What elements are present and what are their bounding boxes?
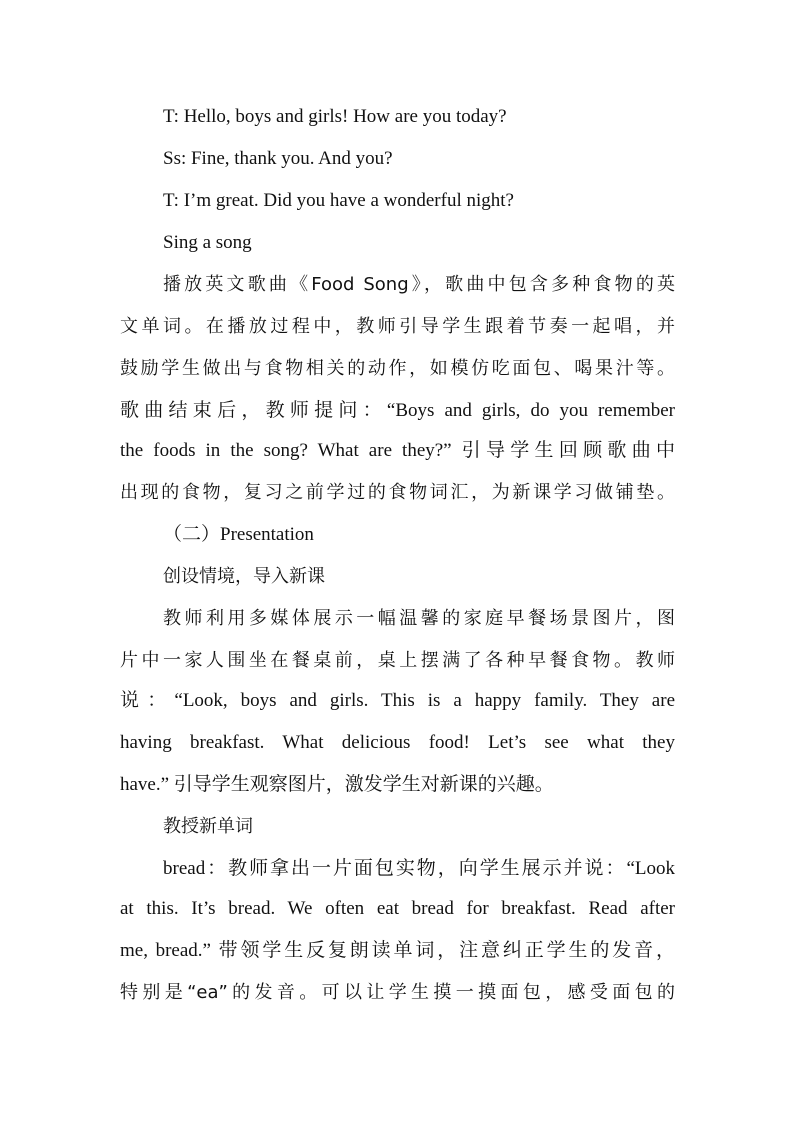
- paragraph-song-line-2: 文单词。在播放过程中，教师引导学生跟着节奏一起唱，并: [120, 316, 675, 337]
- paragraph-breakfast-line-2: 片中一家人围坐在餐桌前，桌上摆满了各种早餐食物。教师: [120, 650, 675, 671]
- paragraph-breakfast-line-4: having breakfast. What delicious food! Let’s see what they: [120, 732, 675, 753]
- paragraph-song-line-1: 播放英文歌曲《Food Song》，歌曲中包含多种食物的英: [163, 274, 675, 295]
- dialogue-line-teacher-question: T: I’m great. Did you have a wonderful night?: [163, 190, 514, 211]
- paragraph-bread-line-1: bread：教师拿出一片面包实物，向学生展示并说：“Look: [163, 858, 675, 879]
- section-heading-presentation: （二）Presentation: [163, 524, 314, 545]
- paragraph-breakfast-line-1: 教师利用多媒体展示一幅温馨的家庭早餐场景图片，图: [163, 608, 675, 629]
- paragraph-song-line-5: the foods in the song? What are they?” 引导学生回顾歌曲中: [120, 440, 675, 461]
- dialogue-line-teacher-greeting: T: Hello, boys and girls! How are you today?: [163, 106, 507, 127]
- paragraph-bread-line-3: me, bread.” 带领学生反复朗读单词，注意纠正学生的发音，: [120, 940, 675, 961]
- paragraph-breakfast-line-5: have.” 引导学生观察图片，激发学生对新课的兴趣。: [120, 774, 554, 795]
- paragraph-song-line-4: 歌曲结束后，教师提问：“Boys and girls, do you remember: [120, 400, 675, 421]
- subheading-create-situation: 创设情境，导入新课: [163, 566, 325, 587]
- dialogue-line-students-reply: Ss: Fine, thank you. And you?: [163, 148, 393, 169]
- paragraph-song-line-3: 鼓励学生做出与食物相关的动作，如模仿吃面包、喝果汁等。: [120, 358, 675, 379]
- paragraph-song-line-6: 出现的食物，复习之前学过的食物词汇，为新课学习做铺垫。: [120, 482, 675, 503]
- paragraph-breakfast-line-3: 说：“Look, boys and girls. This is a happy family. They are: [120, 690, 675, 711]
- paragraph-bread-line-4: 特别是“ea”的发音。可以让学生摸一摸面包，感受面包的: [120, 982, 675, 1003]
- subheading-teach-new-words: 教授新单词: [163, 816, 253, 837]
- paragraph-bread-line-2: at this. It’s bread. We often eat bread for breakfast. Read after: [120, 898, 675, 919]
- section-heading-sing-a-song: Sing a song: [163, 232, 252, 253]
